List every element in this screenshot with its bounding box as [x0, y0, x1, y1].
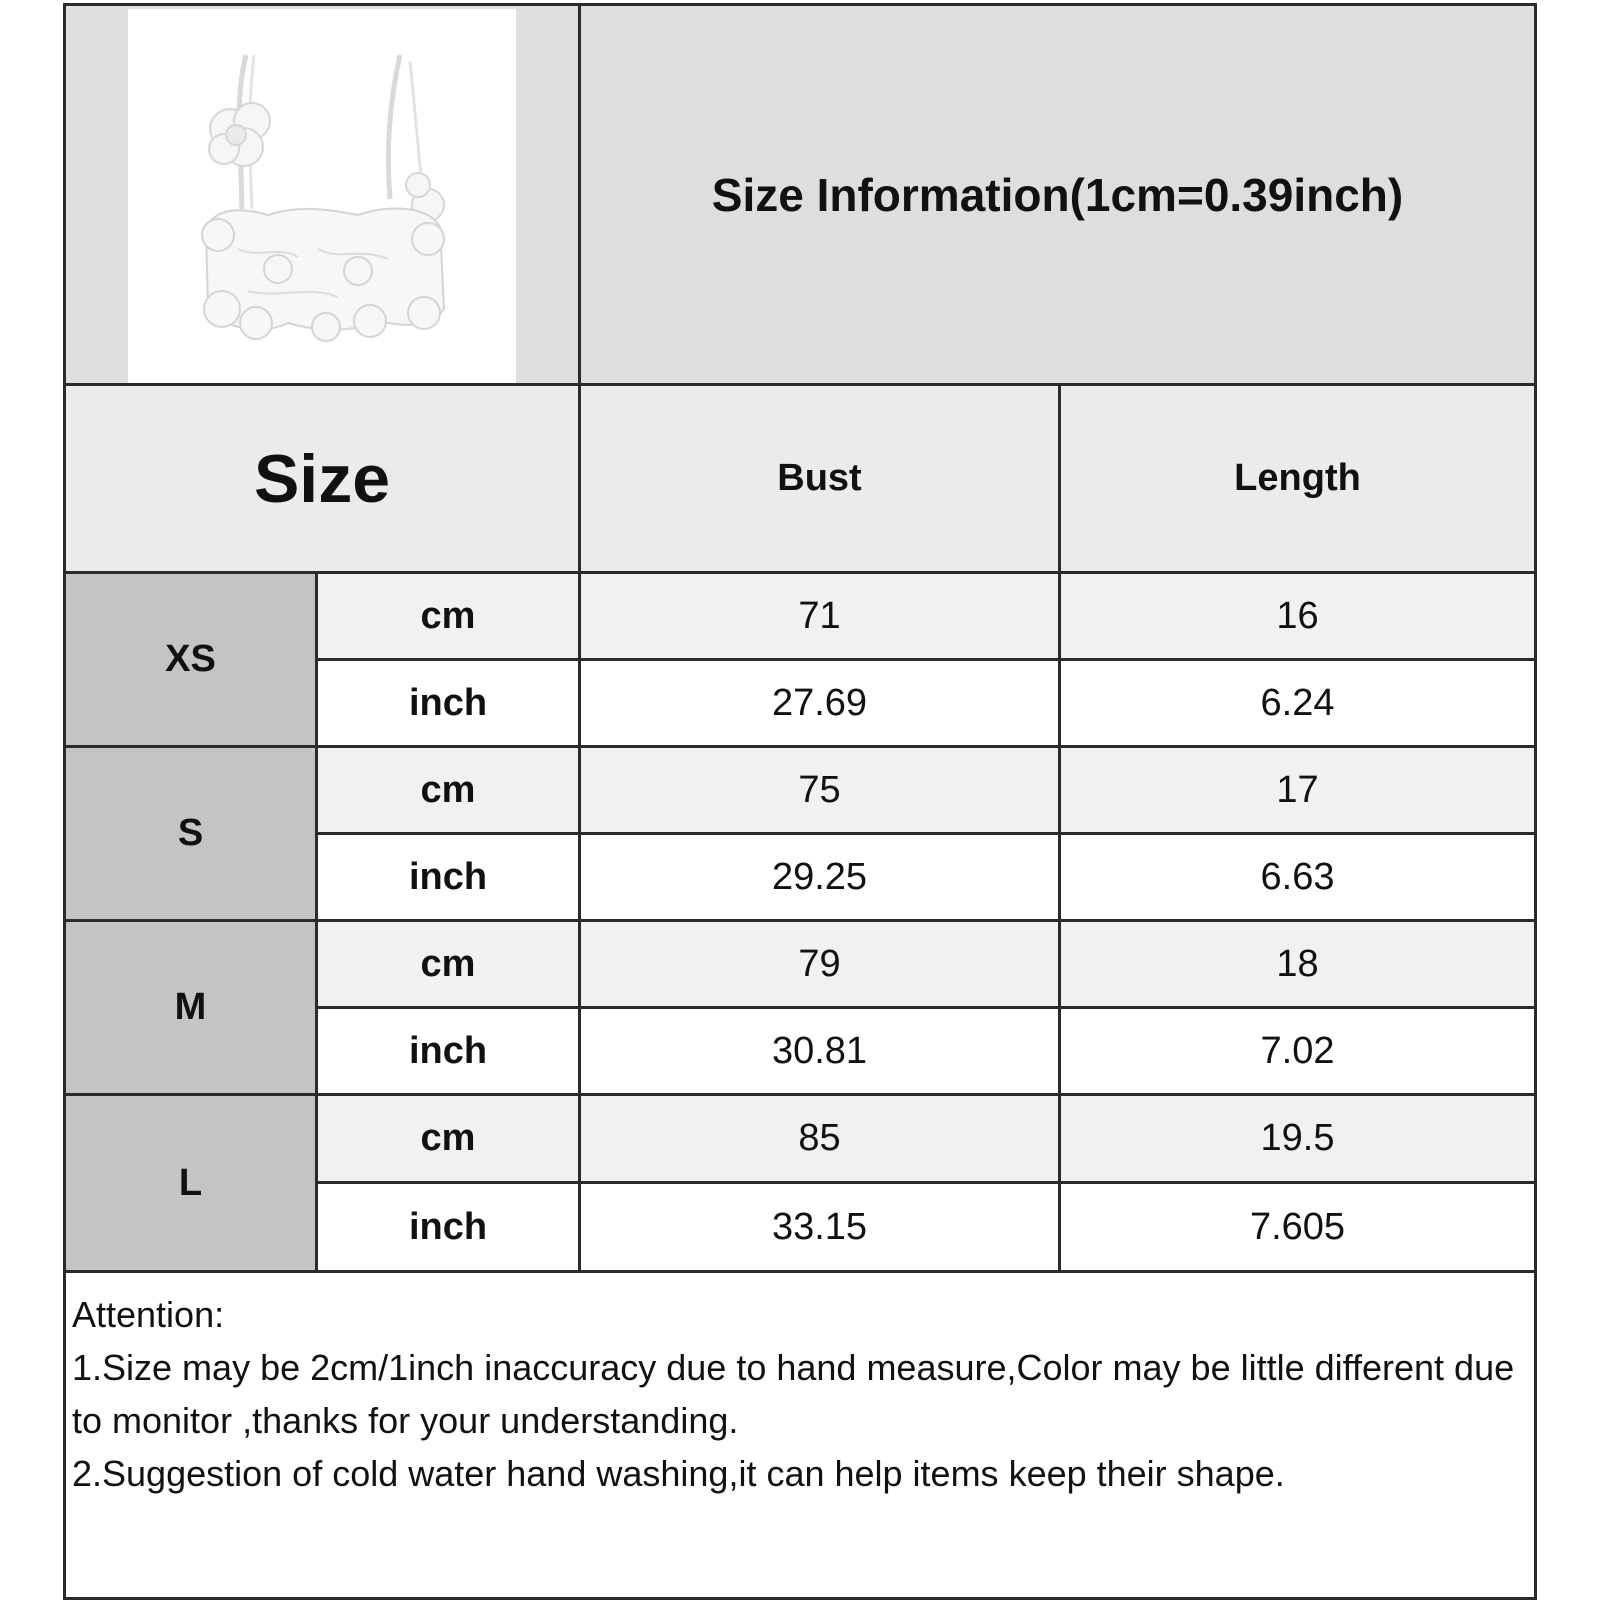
length-value: 6.24: [1061, 661, 1534, 748]
length-value: 6.63: [1061, 835, 1534, 922]
length-value: 19.5: [1061, 1096, 1534, 1184]
bust-value: 33.15: [581, 1184, 1061, 1273]
unit-label: inch: [318, 1009, 581, 1096]
size-column-header: [66, 386, 581, 574]
bust-column-header: [581, 386, 1061, 574]
length-value: 7.02: [1061, 1009, 1534, 1096]
unit-label: cm: [318, 574, 581, 661]
length-value: 17: [1061, 748, 1534, 835]
size-label: S: [66, 748, 318, 922]
size-label: M: [66, 922, 318, 1096]
length-column-header: [1061, 386, 1534, 574]
title-panel: [581, 6, 1534, 386]
length-value: 18: [1061, 922, 1534, 1009]
bust-value: 29.25: [581, 835, 1061, 922]
bust-value: 30.81: [581, 1009, 1061, 1096]
bust-value: 85: [581, 1096, 1061, 1184]
unit-label: inch: [318, 1184, 581, 1273]
white-floral-crop-top-image: [128, 9, 516, 383]
note-line-2: 2.Suggestion of cold water hand washing,it can help items keep their shape.: [72, 1453, 1285, 1494]
product-photo: [128, 9, 516, 383]
bust-header-label: Bust: [777, 457, 862, 499]
attention-notes: [72, 1288, 1522, 1500]
page-title: Size Information(1cm=0.39inch): [711, 168, 1404, 221]
note-line-1: 1.Size may be 2cm/1inch inaccuracy due to hand measure,Color may be little different due to monitor ,thanks for your understanding.: [72, 1347, 1515, 1441]
bust-value: 79: [581, 922, 1061, 1009]
unit-label: cm: [318, 1096, 581, 1184]
length-value: 7.605: [1061, 1184, 1534, 1273]
size-chart: [63, 3, 1537, 1600]
size-label: XS: [66, 574, 318, 748]
size-label: L: [66, 1096, 318, 1273]
unit-label: inch: [318, 835, 581, 922]
bust-value: 71: [581, 574, 1061, 661]
unit-label: cm: [318, 748, 581, 835]
unit-label: inch: [318, 661, 581, 748]
bust-value: 27.69: [581, 661, 1061, 748]
product-photo-panel: [66, 6, 581, 386]
size-header-label: Size: [253, 440, 391, 517]
notes-heading: Attention:: [72, 1294, 225, 1335]
length-value: 16: [1061, 574, 1534, 661]
length-header-label: Length: [1234, 457, 1361, 499]
bust-value: 75: [581, 748, 1061, 835]
unit-label: cm: [318, 922, 581, 1009]
